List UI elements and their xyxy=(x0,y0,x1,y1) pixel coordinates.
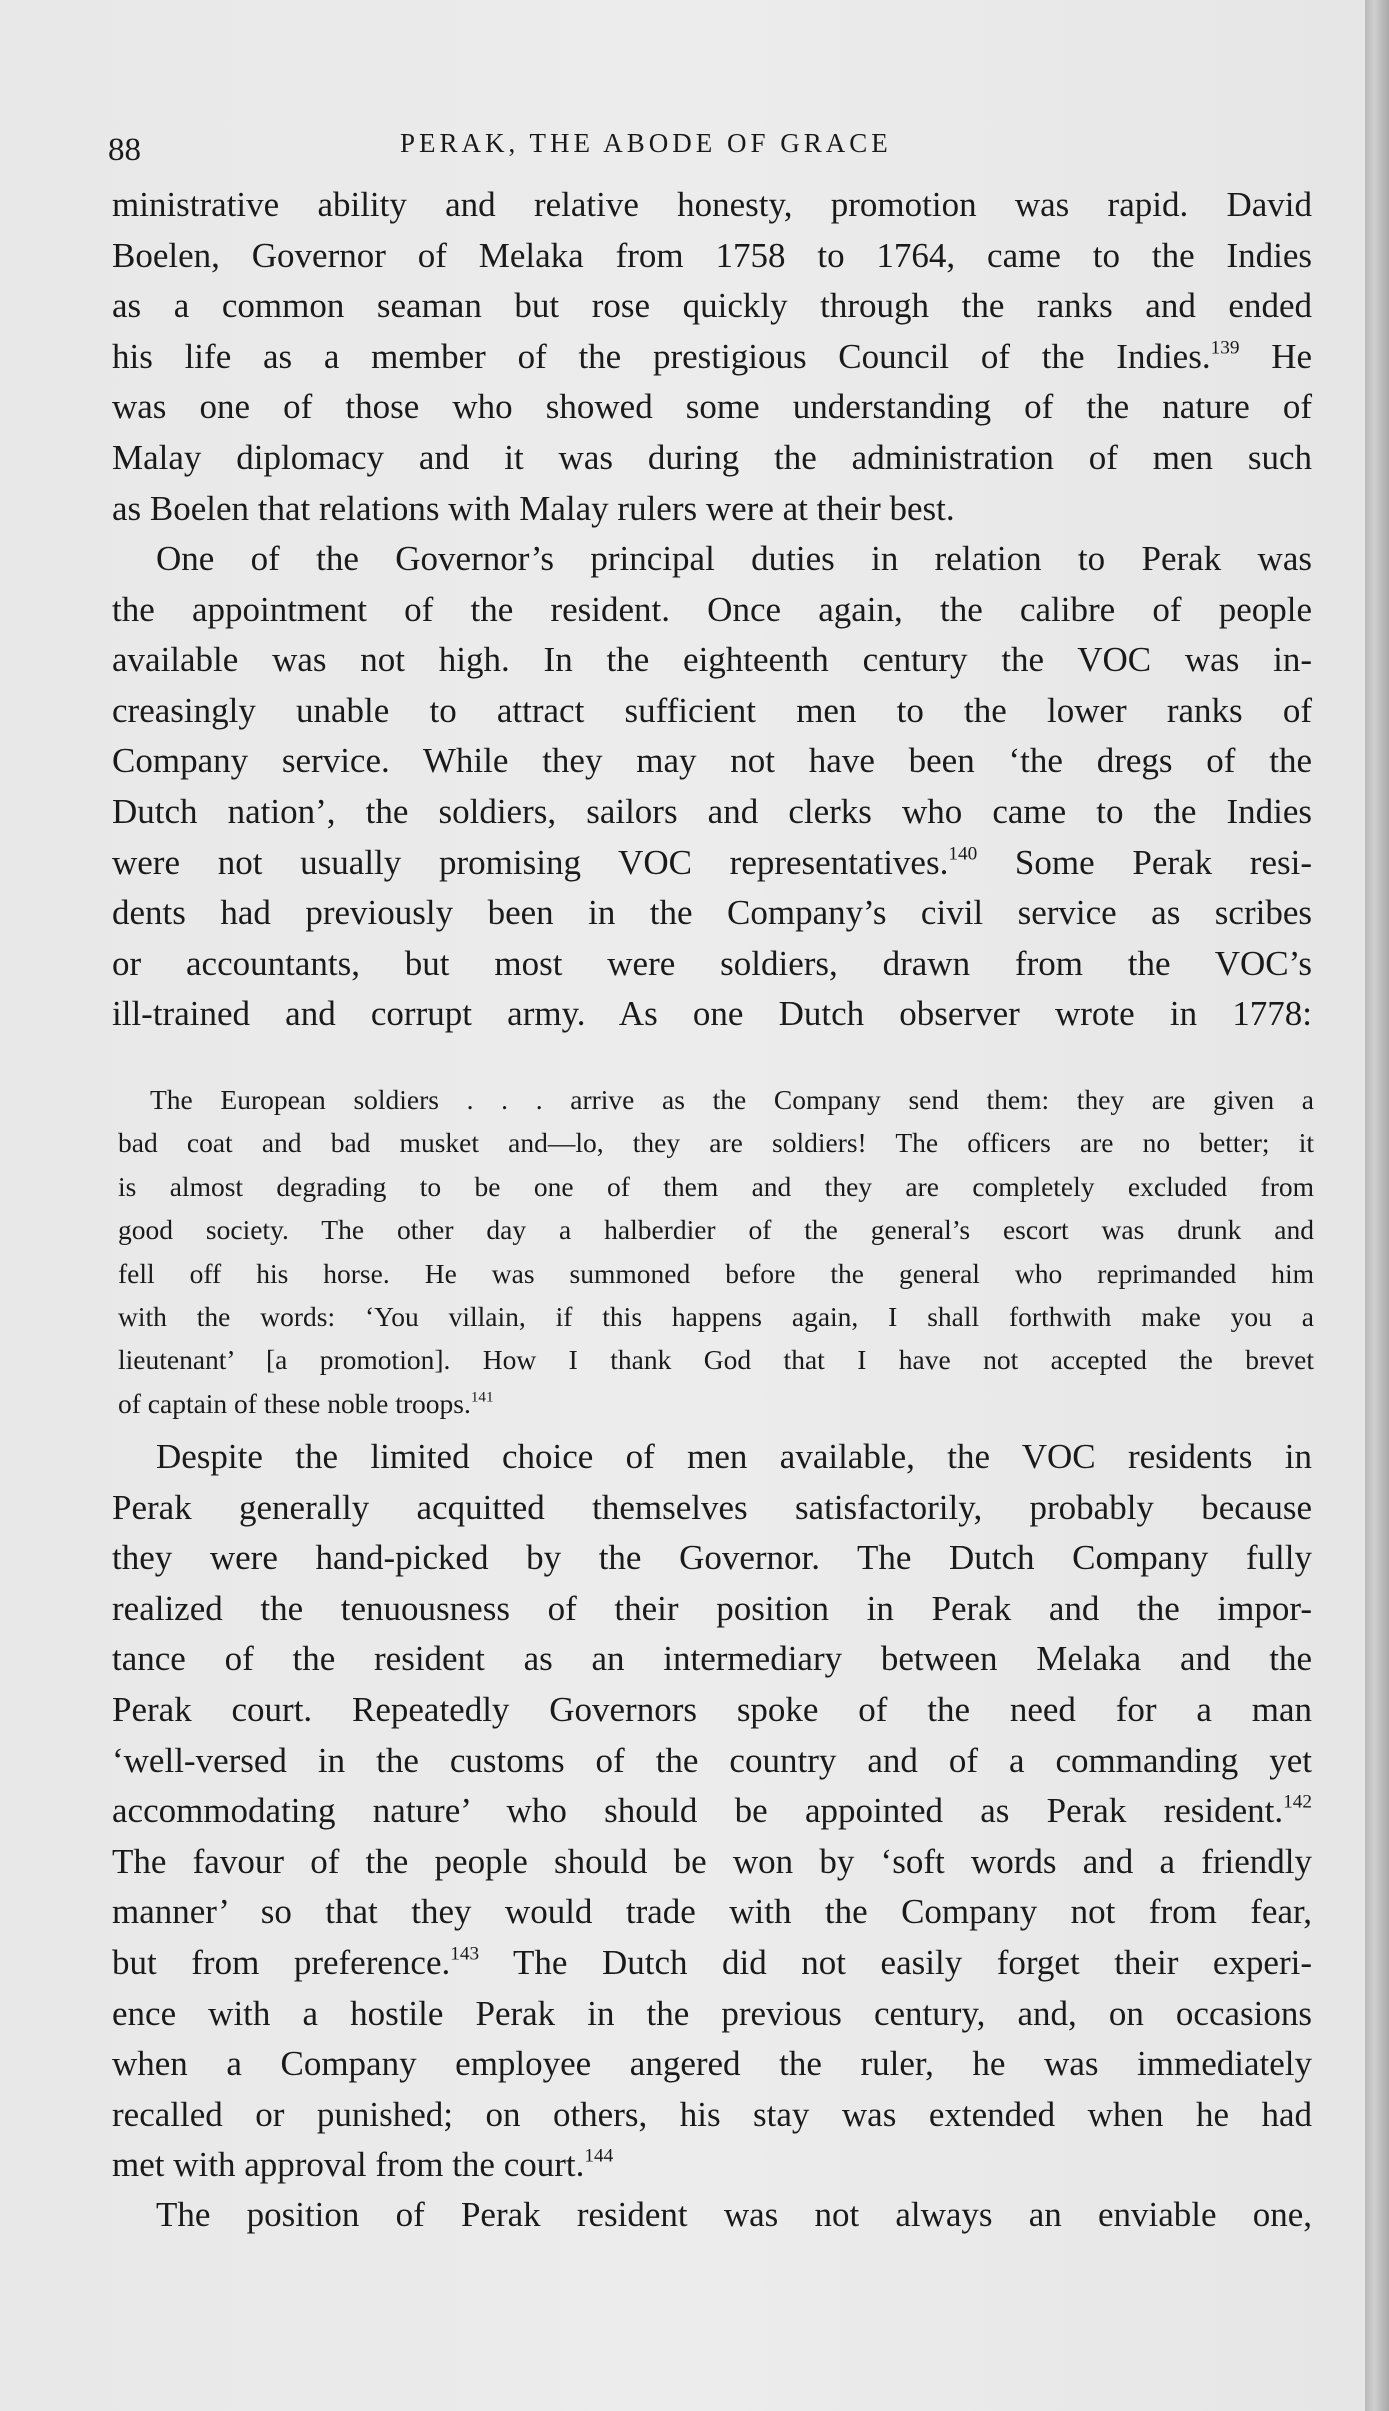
text-line: Boelen, Governor of Melaka from 1758 to 1764, came to the Indies xyxy=(112,235,1312,275)
paragraph-2 xyxy=(112,534,1312,1040)
text-line: dents had previously been in the Company’s civil service as scribes xyxy=(112,893,1312,933)
text-line: accommodating nature’ who should be appointed as Perak resident.$^{142}$ xyxy=(112,1791,1312,1831)
page-number: 88 xyxy=(108,132,141,168)
text-line: they were hand-picked by the Governor. The Dutch Company fully xyxy=(112,1538,1312,1578)
text-line: was one of those who showed some understanding of the nature of xyxy=(112,387,1312,427)
block-quote xyxy=(118,1078,1314,1425)
text-line: lieutenant’ [a promotion]. How I thank God that I have not accepted the brevet xyxy=(118,1344,1314,1376)
text-line: Perak court. Repeatedly Governors spoke of the need for a man xyxy=(112,1689,1312,1729)
text-line: were not usually promising VOC representatives.$^{140}$ Some Perak resi- xyxy=(112,842,1312,882)
text-line: Despite the limited choice of men available, the VOC residents in xyxy=(156,1437,1312,1476)
text-line: tance of the resident as an intermediary between Melaka and the xyxy=(112,1639,1312,1679)
text-line: available was not high. In the eighteenth century the VOC was in- xyxy=(112,640,1312,680)
footnote-ref: 144 xyxy=(584,2145,614,2167)
text-line: The favour of the people should be won by ‘soft words and a friendly xyxy=(112,1841,1312,1881)
book-gutter-shadow xyxy=(1365,0,1389,2411)
text-line: his life as a member of the prestigious Council of the Indies.$^{139}$ He xyxy=(112,336,1313,376)
text-line: One of the Governor’s principal duties in relation to Perak was xyxy=(156,539,1312,578)
text-line: creasingly unable to attract sufficient men to the lower ranks of xyxy=(112,690,1312,730)
text-line: realized the tenuousness of their position in Perak and the impor- xyxy=(112,1588,1312,1628)
text-line: ill-trained and corrupt army. As one Dutch observer wrote in 1778: xyxy=(112,994,1312,1034)
paragraph-4 xyxy=(112,2190,1312,2241)
text-line: Malay diplomacy and it was during the administration of men such xyxy=(112,437,1312,477)
footnote-ref: 141 xyxy=(470,1389,494,1406)
text-line: good society. The other day a halberdier of the general’s escort was drunk and xyxy=(118,1214,1314,1246)
text-line: is almost degrading to be one of them and they are completely excluded from xyxy=(118,1170,1314,1202)
text-line: the appointment of the resident. Once again, the calibre of people xyxy=(112,589,1312,629)
text-line: with the words: ‘You villain, if this happens again, I shall forthwith make you a xyxy=(118,1301,1314,1333)
text-line: but from preference.$^{143}$ The Dutch did not easily forget their experi- xyxy=(112,1942,1312,1982)
text-line: met with approval from the court.$^{144}$ xyxy=(112,2145,614,2185)
text-line: bad coat and bad musket and—lo, they are soldiers! The officers are no better; it xyxy=(118,1127,1314,1159)
page-header xyxy=(108,128,1308,172)
text-line: manner’ so that they would trade with the Company not from fear, xyxy=(112,1892,1312,1932)
text-line: as a common seaman but rose quickly through the ranks and ended xyxy=(112,286,1312,326)
paragraph-1 xyxy=(112,180,1312,534)
text-line: when a Company employee angered the ruler, he was immediately xyxy=(112,2044,1312,2084)
footnote-ref: 143 xyxy=(450,1943,480,1965)
footnote-ref: 142 xyxy=(1283,1791,1312,1813)
text-line: fell off his horse. He was summoned before the general who reprimanded him xyxy=(118,1257,1314,1289)
text-line: as Boelen that relations with Malay rulers were at their best. xyxy=(112,488,955,528)
text-line: Company service. While they may not have been ‘the dregs of the xyxy=(112,741,1312,781)
footnote-ref: 140 xyxy=(948,843,978,865)
text-line: Perak generally acquitted themselves satisfactorily, probably because xyxy=(112,1487,1312,1527)
text-line: The position of Perak resident was not always an enviable one, xyxy=(156,2195,1312,2234)
text-line: The European soldiers . . . arrive as the Company send them: they are given a xyxy=(150,1084,1314,1115)
text-line: ministrative ability and relative honesty, promotion was rapid. David xyxy=(112,185,1312,224)
running-head: PERAK, THE ABODE OF GRACE xyxy=(400,128,892,158)
text-line: ence with a hostile Perak in the previous century, and, on occasions xyxy=(112,1993,1312,2033)
footnote-ref: 139 xyxy=(1210,337,1240,359)
paragraph-3 xyxy=(112,1432,1312,2191)
text-line: of captain of these noble troops.$^{141}$ xyxy=(118,1387,494,1419)
text-line: recalled or punished; on others, his stay was extended when he had xyxy=(112,2094,1312,2134)
text-line: ‘well-versed in the customs of the country and of a commanding yet xyxy=(112,1740,1312,1780)
text-line: or accountants, but most were soldiers, drawn from the VOC’s xyxy=(112,943,1312,983)
text-line: Dutch nation’, the soldiers, sailors and clerks who came to the Indies xyxy=(112,791,1312,831)
